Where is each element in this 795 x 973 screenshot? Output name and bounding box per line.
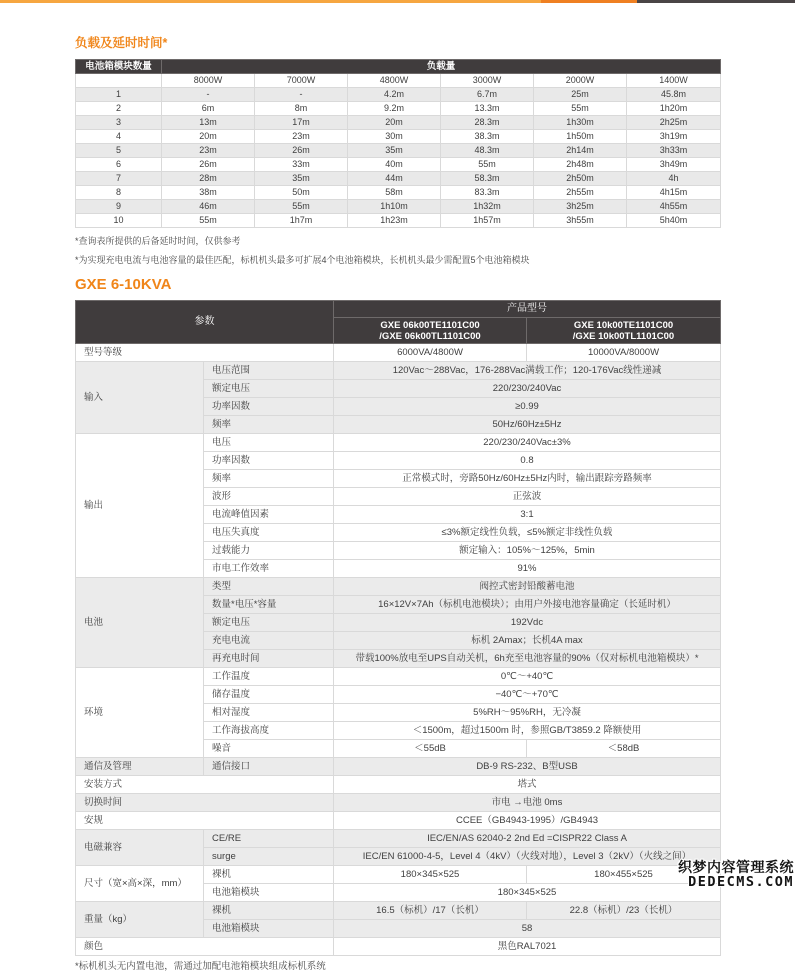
load-table-row: [76, 102, 721, 116]
spec-section-label: 通信及管理: [76, 758, 204, 776]
spec-subparam-label: 额定电压: [204, 614, 334, 632]
delay-time-cell: 55m: [441, 158, 534, 172]
spec-subparam-label: 频率: [204, 470, 334, 488]
wattage-header-cell: 7000W: [255, 74, 348, 88]
spec-value: IEC/EN/AS 62040-2 2nd Ed =CISPR22 Class A: [334, 830, 721, 848]
spec-row: [76, 812, 721, 830]
delay-time-cell: 2h55m: [534, 186, 627, 200]
product-model-header: 产品型号: [334, 301, 721, 318]
spec-section-label: 尺寸（宽×高×深，mm）: [76, 866, 204, 902]
module-qty-cell: 4: [76, 130, 162, 144]
spec-subparam-label: 裸机: [204, 866, 334, 884]
module-qty-cell: 8: [76, 186, 162, 200]
delay-time-cell: 1h32m: [441, 200, 534, 214]
delay-time-cell: 55m: [162, 214, 255, 228]
load-table-row: [76, 200, 721, 214]
load-table-footnote-2: *为实现充电电流与电池容量的最佳匹配，标机机头最多可扩展4个电池箱模块，长机机头最少需配置5个电池箱模块: [75, 255, 530, 265]
spec-value: ＜58dB: [527, 740, 721, 758]
spec-subparam-label: 噪音: [204, 740, 334, 758]
spec-value: 正弦波: [334, 488, 721, 506]
spec-section-label: 电池: [76, 578, 204, 668]
delay-time-cell: 28m: [162, 172, 255, 186]
spec-row: [76, 758, 721, 776]
delay-time-cell: 2h48m: [534, 158, 627, 172]
spec-value: 塔式: [334, 776, 721, 794]
spec-value: ≤3%额定线性负载，≤5%额定非线性负载: [334, 524, 721, 542]
delay-time-cell: 1h20m: [627, 102, 721, 116]
spec-value: 5%RH～95%RH，无冷凝: [334, 704, 721, 722]
spec-subparam-label: 电压失真度: [204, 524, 334, 542]
load-table-row: [76, 88, 721, 102]
spec-section-label: 电磁兼容: [76, 830, 204, 866]
spec-value: ≥0.99: [334, 398, 721, 416]
delay-time-cell: 3h55m: [534, 214, 627, 228]
load-table-body: [76, 88, 721, 228]
spec-subparam-label: 通信接口: [204, 758, 334, 776]
delay-time-cell: 44m: [348, 172, 441, 186]
spec-subparam-label: 类型: [204, 578, 334, 596]
spec-row: [76, 866, 721, 884]
spec-section-label: 安装方式: [76, 776, 334, 794]
spec-value: 220/230/240Vac±3%: [334, 434, 721, 452]
spec-value: 22.8（标机）/23（长机）: [527, 902, 721, 920]
spec-value: 额定输入：105%～125%，5min: [334, 542, 721, 560]
spec-section-label: 重量（kg）: [76, 902, 204, 938]
spec-section-label: 型号等级: [76, 344, 334, 362]
delay-time-cell: 2h25m: [627, 116, 721, 130]
delay-time-cell: 20m: [162, 130, 255, 144]
delay-time-cell: 40m: [348, 158, 441, 172]
load-delay-table: [75, 59, 721, 228]
spec-value: 阀控式密封铅酸蓄电池: [334, 578, 721, 596]
spec-section-label: 输入: [76, 362, 204, 434]
watermark-line-1: 织梦内容管理系统: [678, 859, 794, 875]
delay-time-cell: 4h: [627, 172, 721, 186]
model-1-line-1: GXE 06k00TE1101C00: [380, 319, 480, 331]
spec-value: IEC/EN 61000-4-5，Level 4（4kV）（火线对地），Level 3（2kV）（火线之间）: [334, 848, 721, 866]
spec-value: 91%: [334, 560, 721, 578]
wattage-header-cell: 8000W: [162, 74, 255, 88]
spec-value: 180×345×525: [334, 884, 721, 902]
spec-table: [75, 300, 721, 956]
model-2-line-2: /GXE 10k00TL1101C00: [572, 330, 675, 342]
spec-subparam-label: 充电电流: [204, 632, 334, 650]
spec-value: 市电 →电池 0ms: [334, 794, 721, 812]
model-1-line-2: /GXE 06k00TL1101C00: [379, 330, 481, 342]
spec-value: 10000VA/8000W: [527, 344, 721, 362]
delay-time-cell: 4.2m: [348, 88, 441, 102]
delay-time-cell: 38.3m: [441, 130, 534, 144]
module-qty-cell: 5: [76, 144, 162, 158]
delay-time-cell: 6m: [162, 102, 255, 116]
delay-time-cell: 28.3m: [441, 116, 534, 130]
delay-time-cell: 9.2m: [348, 102, 441, 116]
spec-row: [76, 434, 721, 452]
spec-row: [76, 830, 721, 848]
spec-value: ＜55dB: [334, 740, 527, 758]
spec-subparam-label: 市电工作效率: [204, 560, 334, 578]
delay-time-cell: 3h49m: [627, 158, 721, 172]
module-qty-cell: 2: [76, 102, 162, 116]
delay-time-cell: 1h57m: [441, 214, 534, 228]
spec-value: 16.5（标机）/17（长机）: [334, 902, 527, 920]
delay-time-cell: 2h50m: [534, 172, 627, 186]
top-accent-bar: [0, 0, 795, 3]
spec-section-label: 颜色: [76, 938, 334, 956]
delay-time-cell: 46m: [162, 200, 255, 214]
delay-time-cell: 35m: [348, 144, 441, 158]
delay-time-cell: 13.3m: [441, 102, 534, 116]
spec-value: 6000VA/4800W: [334, 344, 527, 362]
delay-time-cell: 48.3m: [441, 144, 534, 158]
spec-value: 120Vac～288Vac，176-288Vac满载工作；120-176Vac线性递减: [334, 362, 721, 380]
delay-time-cell: 58.3m: [441, 172, 534, 186]
delay-time-cell: 45.8m: [627, 88, 721, 102]
spec-value: 3:1: [334, 506, 721, 524]
top-bar-segment-gray: [637, 0, 795, 3]
delay-time-cell: 8m: [255, 102, 348, 116]
spec-value: CCEE（GB4943-1995）/GB4943: [334, 812, 721, 830]
load-amount-header: 负载量: [162, 60, 721, 74]
module-qty-cell: 9: [76, 200, 162, 214]
delay-time-cell: 35m: [255, 172, 348, 186]
delay-time-cell: 83.3m: [441, 186, 534, 200]
delay-time-cell: 55m: [534, 102, 627, 116]
load-table-row: [76, 130, 721, 144]
delay-time-cell: -: [255, 88, 348, 102]
wattage-header-cell: 1400W: [627, 74, 721, 88]
delay-time-cell: 38m: [162, 186, 255, 200]
delay-time-cell: 1h10m: [348, 200, 441, 214]
watermark-line-2: DEDECMS.COM: [688, 874, 794, 890]
delay-time-cell: 1h30m: [534, 116, 627, 130]
spec-row: [76, 668, 721, 686]
model-name-cell-1: [334, 318, 527, 344]
delay-time-cell: 26m: [162, 158, 255, 172]
delay-time-cell: 26m: [255, 144, 348, 158]
spec-subparam-label: 额定电压: [204, 380, 334, 398]
spec-value: 0℃～+40℃: [334, 668, 721, 686]
wattage-header-cell: 3000W: [441, 74, 534, 88]
model-name-cell-2: [527, 318, 721, 344]
spec-value: 58: [334, 920, 721, 938]
wattage-header-cell: 2000W: [534, 74, 627, 88]
spec-bottom-footnote: *标机机头无内置电池，需通过加配电池箱模块组成标机系统: [75, 961, 326, 972]
spec-subparam-label: 电流峰值因素: [204, 506, 334, 524]
delay-time-cell: -: [162, 88, 255, 102]
spec-value: 50Hz/60Hz±5Hz: [334, 416, 721, 434]
delay-time-cell: 13m: [162, 116, 255, 130]
load-table-row: [76, 214, 721, 228]
delay-time-cell: 33m: [255, 158, 348, 172]
load-table-header-row: [76, 60, 721, 74]
spec-subparam-label: 储存温度: [204, 686, 334, 704]
delay-time-cell: 17m: [255, 116, 348, 130]
dedecms-watermark: [678, 859, 794, 890]
module-qty-cell: 7: [76, 172, 162, 186]
delay-time-cell: 4h55m: [627, 200, 721, 214]
load-table-row: [76, 186, 721, 200]
spec-value: 180×455×525: [527, 866, 721, 884]
spec-row: [76, 794, 721, 812]
delay-time-cell: 58m: [348, 186, 441, 200]
module-qty-cell: 10: [76, 214, 162, 228]
model-2-line-1: GXE 10k00TE1101C00: [573, 319, 674, 331]
wattage-header-cell: 4800W: [348, 74, 441, 88]
spec-header-row-1: [76, 301, 721, 318]
spec-value: 0.8: [334, 452, 721, 470]
spec-subparam-label: 工作海拔高度: [204, 722, 334, 740]
spec-value: 带载100%放电至UPS自动关机，6h充至电池容量的90%（仅对标机电池箱模块）*: [334, 650, 721, 668]
delay-time-cell: 30m: [348, 130, 441, 144]
param-header: 参数: [76, 301, 334, 344]
load-table-row: [76, 158, 721, 172]
spec-section-label: 切换时间: [76, 794, 334, 812]
delay-time-cell: 3h19m: [627, 130, 721, 144]
delay-time-cell: 3h33m: [627, 144, 721, 158]
module-qty-cell: 6: [76, 158, 162, 172]
spec-value: 黑色RAL7021: [334, 938, 721, 956]
spec-subparam-label: 工作温度: [204, 668, 334, 686]
spec-subparam-label: 过载能力: [204, 542, 334, 560]
top-bar-segment-dark-orange: [541, 0, 637, 3]
delay-time-cell: 50m: [255, 186, 348, 200]
spec-table-body: [76, 344, 721, 956]
delay-time-cell: 4h15m: [627, 186, 721, 200]
top-bar-segment-light-orange: [0, 0, 541, 3]
load-table-footnote-1: *查询表所提供的后备延时时间，仅供参考: [75, 236, 241, 246]
spec-subparam-label: 功率因数: [204, 398, 334, 416]
delay-time-cell: 1h23m: [348, 214, 441, 228]
spec-value: DB-9 RS-232、B型USB: [334, 758, 721, 776]
spec-subparam-label: 波形: [204, 488, 334, 506]
load-table-row: [76, 116, 721, 130]
spec-value: 180×345×525: [334, 866, 527, 884]
wattage-header-empty-cell: [76, 74, 162, 88]
spec-subparam-label: 电池箱模块: [204, 884, 334, 902]
spec-subparam-label: 电压范围: [204, 362, 334, 380]
module-qty-cell: 1: [76, 88, 162, 102]
delay-time-cell: 23m: [255, 130, 348, 144]
spec-subparam-label: surge: [204, 848, 334, 866]
spec-subparam-label: 裸机: [204, 902, 334, 920]
spec-value: 220/230/240Vac: [334, 380, 721, 398]
spec-subparam-label: 功率因数: [204, 452, 334, 470]
spec-row: [76, 362, 721, 380]
spec-row: [76, 776, 721, 794]
spec-value: 16×12V×7Ah（标机电池模块）；由用户外接电池容量确定（长延时机）: [334, 596, 721, 614]
spec-value: 标机 2Amax；长机4A max: [334, 632, 721, 650]
spec-section-label: 安规: [76, 812, 334, 830]
delay-time-cell: 25m: [534, 88, 627, 102]
wattage-header-row: [76, 74, 721, 88]
delay-time-cell: 1h50m: [534, 130, 627, 144]
spec-row: [76, 344, 721, 362]
spec-section-label: 输出: [76, 434, 204, 578]
module-qty-cell: 3: [76, 116, 162, 130]
spec-row: [76, 578, 721, 596]
page-content: [75, 33, 720, 973]
battery-module-qty-header: 电池箱模块数量: [76, 60, 162, 74]
spec-value: −40℃～+70℃: [334, 686, 721, 704]
spec-section-title: GXE 6-10KVA: [75, 276, 172, 293]
spec-section-label: 环境: [76, 668, 204, 758]
spec-value: 192Vdc: [334, 614, 721, 632]
spec-row: [76, 902, 721, 920]
delay-time-cell: 20m: [348, 116, 441, 130]
delay-time-cell: 1h7m: [255, 214, 348, 228]
delay-time-cell: 55m: [255, 200, 348, 214]
load-table-row: [76, 172, 721, 186]
spec-subparam-label: 频率: [204, 416, 334, 434]
spec-subparam-label: 数量*电压*容量: [204, 596, 334, 614]
spec-value: ＜1500m，超过1500m 时，参照GB/T3859.2 降额使用: [334, 722, 721, 740]
spec-row: [76, 938, 721, 956]
spec-subparam-label: CE/RE: [204, 830, 334, 848]
delay-time-cell: 2h14m: [534, 144, 627, 158]
spec-subparam-label: 相对湿度: [204, 704, 334, 722]
load-table-row: [76, 144, 721, 158]
delay-time-cell: 23m: [162, 144, 255, 158]
delay-time-cell: 6.7m: [441, 88, 534, 102]
spec-value: 正常模式时，旁路50Hz/60Hz±5Hz内时，输出跟踪旁路频率: [334, 470, 721, 488]
spec-subparam-label: 再充电时间: [204, 650, 334, 668]
load-delay-title: 负载及延时时间*: [75, 36, 168, 50]
delay-time-cell: 3h25m: [534, 200, 627, 214]
spec-subparam-label: 电压: [204, 434, 334, 452]
delay-time-cell: 5h40m: [627, 214, 721, 228]
spec-subparam-label: 电池箱模块: [204, 920, 334, 938]
